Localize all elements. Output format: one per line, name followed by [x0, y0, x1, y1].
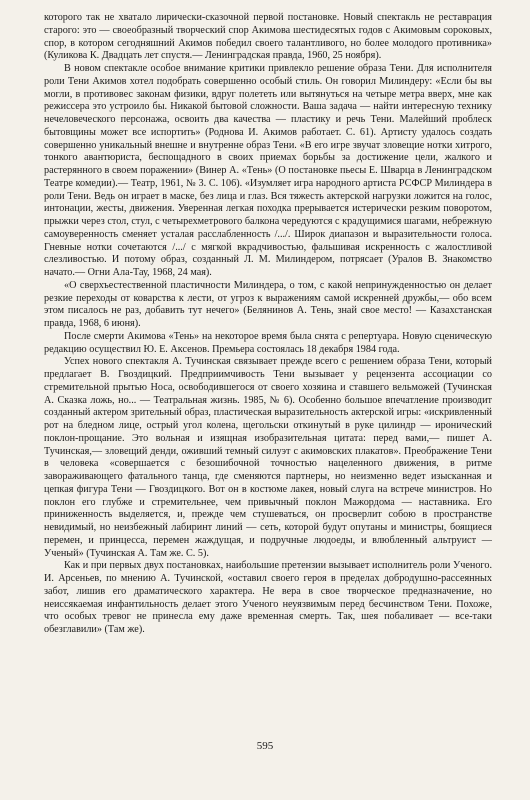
paragraph-scientist-role: Как и при первых двух постановках, наибольшие претензии вызывает исполнитель роли Ученого. И. Арсеньев, по мнению А. Тучинской, «оставил своего героя в пределах добродушно-рассеянных забот, лишив его драматического характера. Не вера в свое творческое предназначение, но неиссякаемая инфантильность делает этого Ученого неуязвимым перед бесчинством Тени. Похоже, что особых тревог не принесла ему даже временная смерть. Так, шея побаливает — все-таки обезглавили» (Там же).	[44, 560, 492, 635]
paragraph-tuchinskaya: Успех нового спектакля А. Тучинская связывает прежде всего с решением образа Тени, который предлагает В. Гвоздицкий. Предприимчивость Тени вызывает у рецензента ассоциации со стремительной прытью Носа, освободившегося от своего хозяина и ставшего вельможей (Тучинская А. Сказка ложь, но... — Театральная жизнь. 1985, № 6). Особенно большое впечатление производит созданный актером зрительный образ, пластическая выразительность актерской игры: «искривленный рот на бледном лице, острый угол колена, щегольски откинутый в руке цилиндр — иронический поклон-прощание. Это вольная и изящная изобразительная цитата: перед вами,— пишет А. Тучинская,— зловещий денди, оживший темный силуэт с акимовских плакатов». Преображение Тени в человека «совершается с безошибочной точностью нацеленного движения, в ритме завораживающего фатального танца, где сменяются партнеры, но неизменно ведет изысканная и цепкая фигура Тени — Гвоздицкого. Вот он в костюме лакея, новый слуга на встрече министров. Но поклон его глубже и стремительнее, чем привычный поклон Мажордома — наставника. Его приниженность выделяется, и, прежде чем стушеваться, он просверлит собою в пространстве невидимый, но неизбежный лабиринт линий — сеть, которой будут опутаны и министры, боящиеся перемен, и принцесса, перемен жаждущая, и подручные людоеды, и влюбленный альтруист — Ученый» (Тучинская А. Там же. С. 5).	[44, 356, 492, 559]
paragraph-plasticity-quote: «О сверхъестественной пластичности Милиндера, о том, с какой непринужденностью он делает резкие переходы от коварства к лести, от угроз к выражениям самой искренней дружбы,— обо всем этом писалось не раз, добавить тут нечего» (Белянинов А. Тень, знай свое место! — Казахстанская правда, 1968, 6 июня).	[44, 279, 492, 329]
body-text	[44, 12, 492, 637]
paragraph-new-edition: После смерти Акимова «Тень» на некоторое время была снята с репертуара. Новую сценическую редакцию осуществил Ю. Е. Аксенов. Премьера состоялась 18 декабря 1984 года.	[44, 330, 492, 355]
page-number: 595	[256, 740, 274, 752]
paragraph-shadow-role: В новом спектакле особое внимание критики привлекло решение образа Тени. Для исполнителя роли Тени Акимов хотел подобрать совершенно особый стиль. Он говорил Милиндеру: «Если бы вы могли, в противовес законам физики, вдруг полететь или вытянуться на четыре метра вверх, мне как режиссера это устроило бы. Никакой бытовой сложности. Ваша задача — найти интересную технику нечеловеческого персонажа, освоить два качества — пластику и речь Тени. Малейший проблеск бытовщины может все испортить» (Роднова И. Акимов работает. С. 61). Артисту удалось создать совершенно уникальный внешне и внутренне образ Тени. «В его игре звучат зловещие нотки хитрого, тонкого авантюриста, беспощадного в своих приемах борьбы за достижение цели, жалкого и растерянного в своем поражении» (Винер А. «Тень» (О постановке пьесы Е. Шварца в Ленинградском Театре комедии).— Театр, 1961, № 3. С. 106). «Изумляет игра народного артиста РСФСР Милиндера в роли Тени. Ведь он играет в маске, без лица и глаз. Вся тяжесть актерской нагрузки ложится на голос, интонации, жесты, движения. Уверенная легкая походка прерывается истерически резким поворотом, прыжки через стол, стул, с четырехметрового балкона чередуются с крадущимися шагами, небрежную самоуверенность сменяет усталая расслабленность /.../. Широк диапазон и выразительности голоса. Гневные нотки сочетаются /.../ с мягкой вкрадчивостью, фальшивая искренность с жалостливой слезливостью. И потому образ, созданный Л. М. Милиндером, потрясает (Уралов В. Знакомство начато.— Огни Ала-Тау, 1968, 24 мая).	[44, 63, 492, 278]
paragraph-continuation: которого так не хватало лирически-сказочной первой постановке. Новый спектакль не реставрация старого: это — своеобразный творческий спор Акимова шестидесятых годов с Акимовым сороковых, спор, в котором сегодняшний Акимов победил своего талантливого, но более молодого противника» (Куликова К. Двадцать лет спустя.— Ленинградская правда, 1960, 25 ноября).	[44, 12, 492, 62]
